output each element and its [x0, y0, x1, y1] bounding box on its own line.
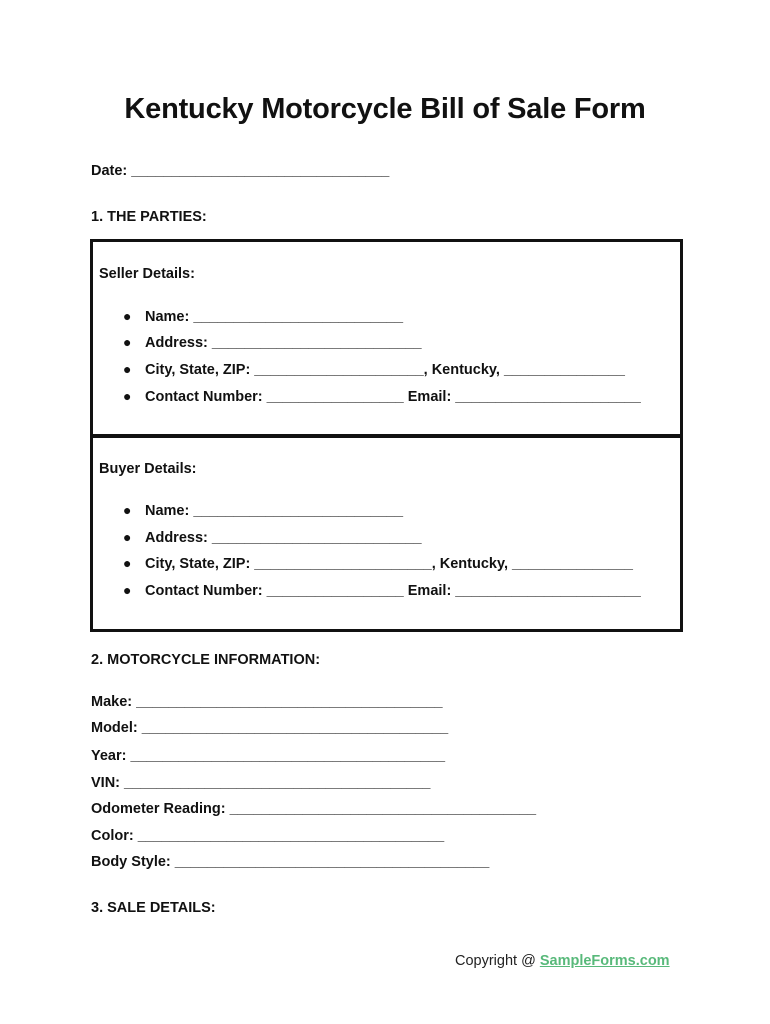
copyright-footer [455, 953, 670, 969]
bullet-icon: ● [123, 582, 132, 598]
field-label: Name: __________________________ [145, 503, 404, 519]
seller-contact-email-field[interactable] [123, 388, 641, 405]
model-field[interactable]: Model: ______________________________________ [91, 720, 449, 736]
bullet-icon: ● [123, 334, 132, 350]
bullet-icon: ● [123, 388, 132, 404]
field-label: Address: __________________________ [145, 335, 422, 351]
page-title: Kentucky Motorcycle Bill of Sale Form [124, 93, 646, 125]
section-heading-motorcycle: 2. MOTORCYCLE INFORMATION: [91, 652, 321, 668]
buyer-details-heading: Buyer Details: [99, 461, 197, 477]
buyer-address-field[interactable] [123, 529, 422, 546]
odometer-field[interactable]: Odometer Reading: ______________________________________ [91, 801, 537, 817]
buyer-details-box [90, 434, 683, 632]
field-label: City, State, ZIP: _____________________, Kentucky, _______________ [145, 362, 625, 378]
year-field[interactable]: Year: _______________________________________ [91, 748, 446, 764]
date-field[interactable]: Date: ________________________________ [91, 163, 390, 179]
field-label: City, State, ZIP: ______________________, Kentucky, _______________ [145, 556, 633, 572]
color-field[interactable]: Color: ______________________________________ [91, 828, 445, 844]
bullet-icon: ● [123, 361, 132, 377]
bullet-icon: ● [123, 529, 132, 545]
seller-city-state-zip-field[interactable] [123, 361, 625, 378]
brand-link[interactable]: SampleForms.com [539, 953, 670, 969]
seller-details-heading: Seller Details: [99, 266, 195, 282]
field-label: Name: __________________________ [145, 309, 404, 325]
body-style-field[interactable]: Body Style: _______________________________________ [91, 854, 490, 870]
bullet-icon: ● [123, 555, 132, 571]
section-heading-parties: 1. THE PARTIES: [91, 209, 207, 225]
make-field[interactable]: Make: ______________________________________ [91, 694, 443, 710]
buyer-city-state-zip-field[interactable] [123, 555, 633, 572]
vin-field[interactable]: VIN: ______________________________________ [91, 775, 431, 791]
seller-name-field[interactable] [123, 308, 403, 325]
bullet-icon: ● [123, 502, 132, 518]
field-label: Contact Number: _________________ Email: _______________________ [145, 389, 641, 405]
field-label: Address: __________________________ [145, 530, 422, 546]
buyer-contact-email-field[interactable] [123, 582, 641, 599]
seller-details-box [90, 239, 683, 438]
buyer-name-field[interactable] [123, 502, 403, 519]
copyright-text: Copyright @ [455, 953, 540, 969]
section-heading-sale-details: 3. SALE DETAILS: [91, 900, 216, 916]
field-label: Contact Number: _________________ Email: _______________________ [145, 583, 641, 599]
seller-address-field[interactable] [123, 334, 422, 351]
bullet-icon: ● [123, 308, 132, 324]
